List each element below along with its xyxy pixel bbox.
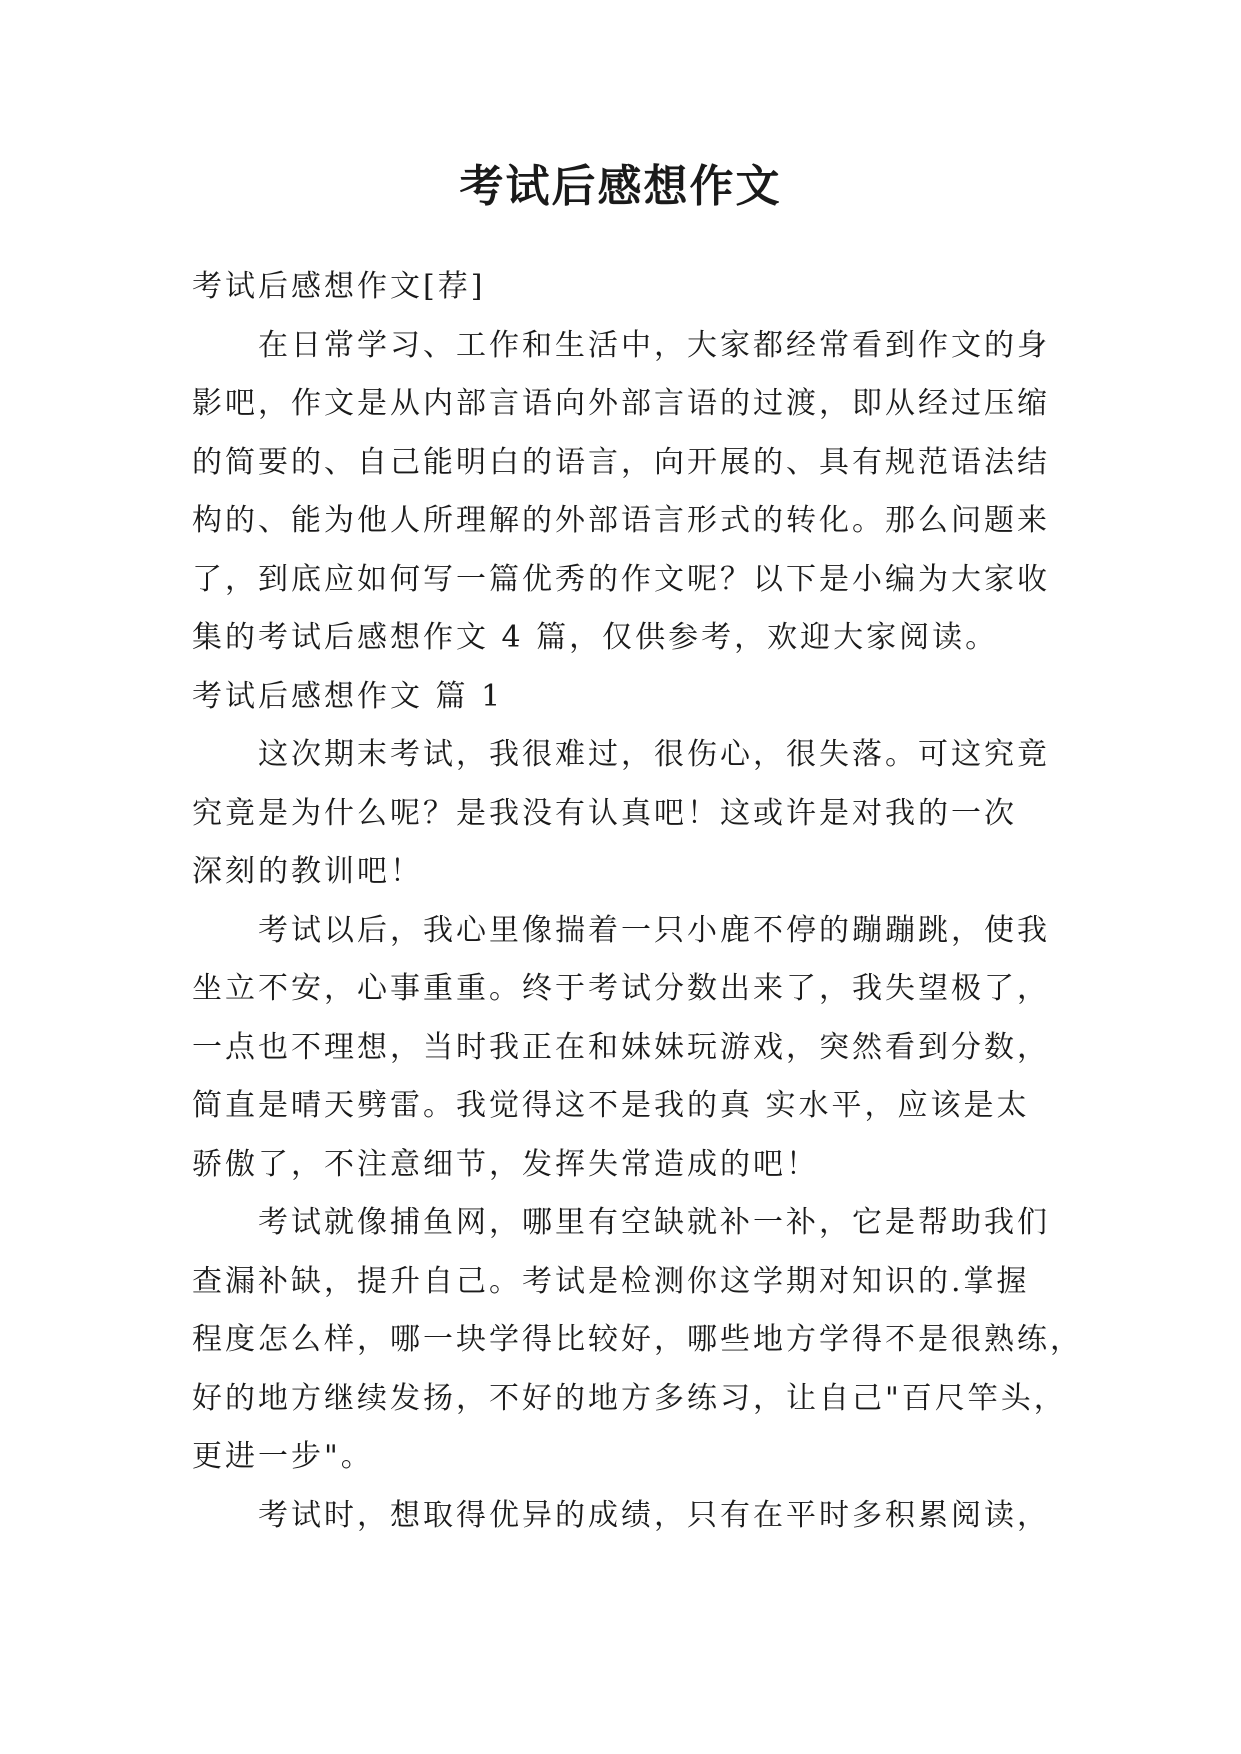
paragraph-line: 一点也不理想，当时我正在和妹妹玩游戏，突然看到分数， xyxy=(192,1029,1050,1065)
paragraph-line: 影吧，作文是从内部言语向外部言语的过渡，即从经过压缩 xyxy=(192,386,1050,421)
paragraph-line: 究竟是为什么呢？是我没有认真吧！这或许是对我的一次 xyxy=(192,795,1017,831)
paragraph-line: 了，到底应如何写一篇优秀的作文呢？以下是小编为大家收 xyxy=(192,561,1050,597)
paragraph-line: 骄傲了，不注意细节，发挥失常造成的吧！ xyxy=(192,1146,819,1182)
paragraph-line: 好的地方继续发扬，不好的地方多练习，让自己"百尺竿头， xyxy=(192,1380,1067,1416)
paragraph-line: 考试时，想取得优异的成绩，只有在平时多积累阅读， xyxy=(258,1497,1050,1533)
section-heading: 考试后感想作文 篇 1 xyxy=(192,678,504,714)
document-title: 考试后感想作文 xyxy=(459,161,782,212)
paragraph-line: 的简要的、自己能明白的语言，向开展的、具有规范语法结 xyxy=(192,444,1050,480)
paragraph-line: 深刻的教训吧！ xyxy=(192,854,423,889)
paragraph-line: 简直是晴天劈雷。我觉得这不是我的真 实水平，应该是太 xyxy=(192,1088,1030,1123)
paragraph-line: 构的、能为他人所理解的外部语言形式的转化。那么问题来 xyxy=(192,503,1050,538)
paragraph-line: 程度怎么样，哪一块学得比较好，哪些地方学得不是很熟练， xyxy=(192,1322,1083,1357)
paragraph-line: 更进一步"。 xyxy=(192,1439,374,1474)
paragraph-line: 坐立不安，心事重重。终于考试分数出来了，我失望极了， xyxy=(192,971,1050,1006)
paragraph-line: 查漏补缺，提升自己。考试是检测你这学期对知识的.掌握 xyxy=(192,1263,1030,1299)
paragraph-line: 集的考试后感想作文 4 篇，仅供参考，欢迎大家阅读。 xyxy=(192,620,999,655)
paragraph-line: 在日常学习、工作和生活中，大家都经常看到作文的身 xyxy=(258,327,1050,363)
subtitle-line: 考试后感想作文[荐] xyxy=(192,269,486,304)
paragraph-line: 考试就像捕鱼网，哪里有空缺就补一补，它是帮助我们 xyxy=(258,1205,1050,1240)
paragraph-line: 考试以后，我心里像揣着一只小鹿不停的蹦蹦跳，使我 xyxy=(258,912,1050,948)
document-body xyxy=(192,258,1083,1545)
paragraph-line: 这次期末考试，我很难过，很伤心，很失落。可这究竟 xyxy=(258,737,1050,772)
